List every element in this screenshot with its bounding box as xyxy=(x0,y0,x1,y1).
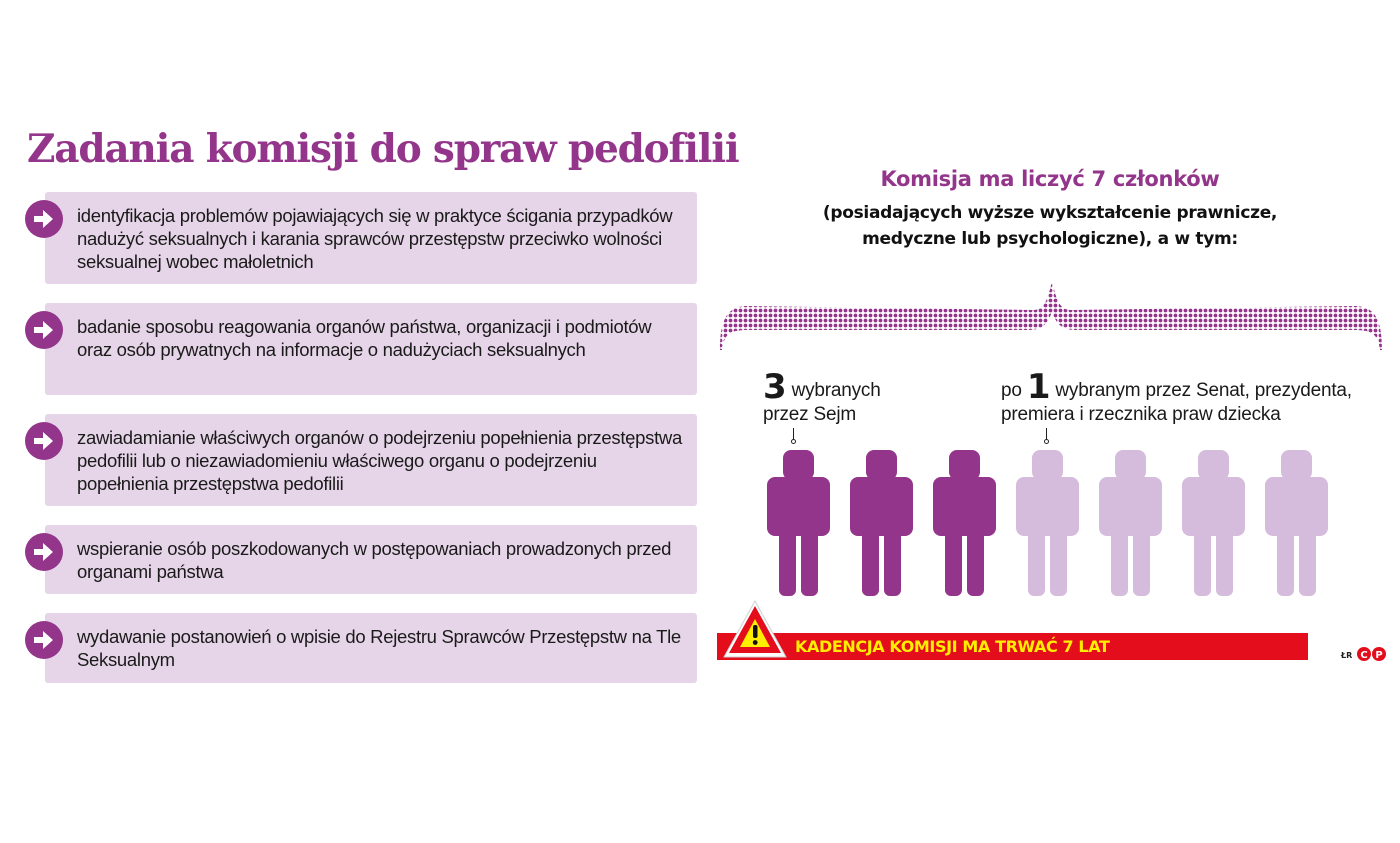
task-item-2 xyxy=(45,303,697,395)
task-text: identyfikacja problemów pojawiających się w praktyce ścigania przypadków nadużyć seksualnych i karania sprawców przestępstw przeciwko wolności seksualnej wobec małoletnich xyxy=(77,205,673,272)
curly-brace-icon xyxy=(718,278,1384,352)
arrow-right-circle-icon xyxy=(25,621,63,659)
arrow-right-circle-icon xyxy=(25,533,63,571)
composition-heading: Komisja ma liczyć 7 członków xyxy=(880,167,1220,191)
pap-logo-icon xyxy=(1356,646,1388,662)
warning-triangle-icon xyxy=(722,599,788,659)
author-credit: ŁR xyxy=(1341,651,1353,660)
svg-text:P: P xyxy=(1375,650,1383,661)
person-icon-other xyxy=(1016,450,1079,596)
page-title: Zadania komisji do spraw pedofilii xyxy=(27,126,739,172)
arrow-right-circle-icon xyxy=(25,311,63,349)
person-icon-sejm xyxy=(933,450,996,596)
person-icon-other xyxy=(1182,450,1245,596)
term-warning-banner xyxy=(717,633,1308,660)
person-icon-other xyxy=(1265,450,1328,596)
warning-text: KADENCJA KOMISJI MA TRWAĆ 7 LAT xyxy=(795,637,1110,656)
person-icon-sejm xyxy=(767,450,830,596)
person-icon-sejm xyxy=(850,450,913,596)
task-text: wspieranie osób poszkodowanych w postępowaniach prowadzonych przed organami państwa xyxy=(77,538,672,582)
arrow-right-circle-icon xyxy=(25,200,63,238)
group-sejm-label: 3 wybranych przez Sejm xyxy=(763,367,881,425)
group-others-label: po 1 wybranym przez Senat, prezydenta, premiera i rzecznika praw dziecka xyxy=(1001,367,1352,425)
task-text: zawiadamianie właściwych organów o podejrzeniu popełnienia przestępstwa pedofilii lub o niezawiadomieniu właściwego organu o podejrzeniu popełnienia przestępstwa pedofilii xyxy=(77,427,682,494)
task-text: wydawanie postanowień o wpisie do Rejestru Sprawców Przestępstw na Tle Seksualnym xyxy=(77,626,681,670)
task-item-5 xyxy=(45,613,697,683)
task-item-3 xyxy=(45,414,697,506)
arrow-right-circle-icon xyxy=(25,422,63,460)
task-text: badanie sposobu reagowania organów państwa, organizacji i podmiotów oraz osób prywatnych na informacje o nadużyciach seksualnych xyxy=(77,316,652,360)
svg-text:C: C xyxy=(1360,650,1368,661)
person-icon-other xyxy=(1099,450,1162,596)
task-item-1 xyxy=(45,192,697,284)
composition-subheading: (posiadających wyższe wykształcenie prawnicze, medyczne lub psychologiczne), a w tym: xyxy=(822,203,1278,249)
pointer-pin xyxy=(793,428,794,440)
task-item-4 xyxy=(45,525,697,594)
pointer-pin xyxy=(1046,428,1047,440)
